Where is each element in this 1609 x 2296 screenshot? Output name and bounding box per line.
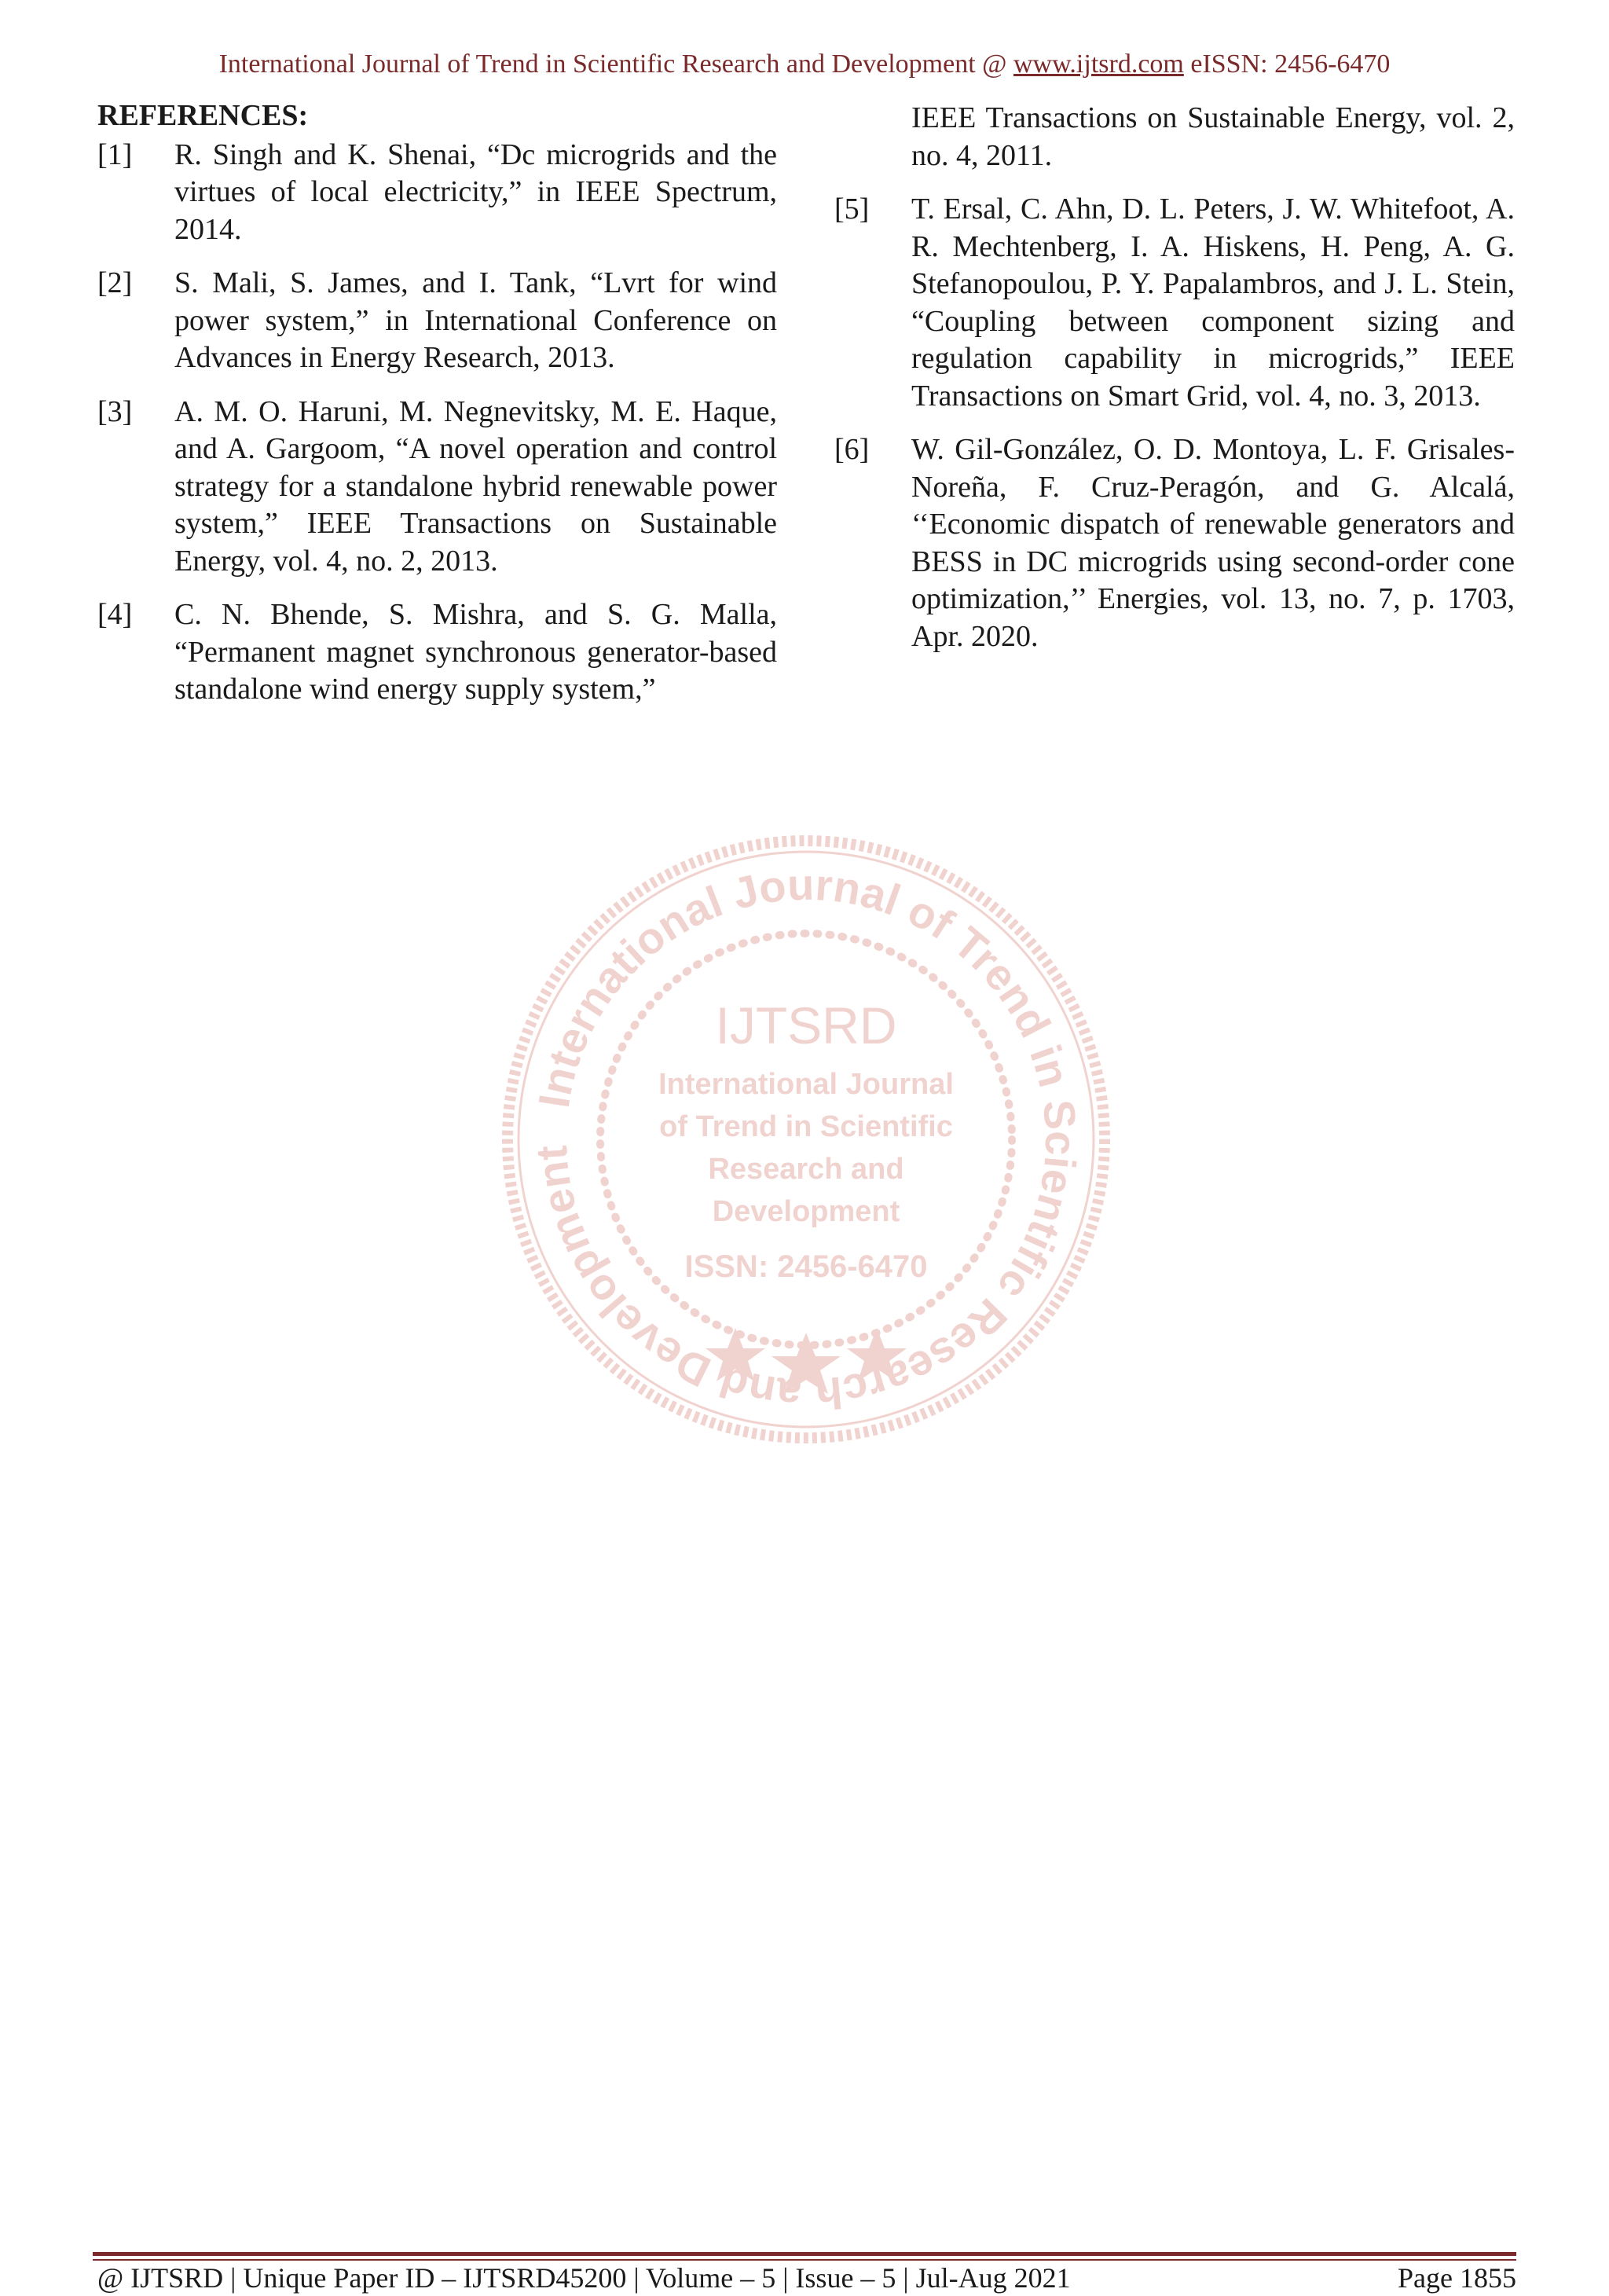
references-heading: REFERENCES: xyxy=(97,99,309,132)
seal-abbrev: IJTSRD xyxy=(715,996,897,1054)
journal-name: International Journal of Trend in Scientific Research and Development @ xyxy=(218,50,1007,79)
reference-number: [2] xyxy=(97,266,133,299)
reference-text: S. Mali, S. James, and I. Tank, “Lvrt for wind power system,” in International Conference on Advances in Energy Research, 2013. xyxy=(174,266,777,374)
footer-rule xyxy=(93,2252,1516,2256)
reference-text: A. M. O. Haruni, M. Negnevitsky, M. E. Haque, and A. Gargoom, “A novel operation and control strategy for a standalone hybrid renewable power system,” IEEE Transactions on Sustainable Energy, vol. 4, no. 2, 2013. xyxy=(174,394,777,578)
footer-info: @ IJTSRD | Unique Paper ID – IJTSRD45200 | Volume – 5 | Issue – 5 | Jul-Aug 2021 xyxy=(97,2262,1071,2294)
reference-number: [5] xyxy=(834,193,870,226)
reference-continuation: IEEE Transactions on Sustainable Energy, vol. 2, no. 4, 2011. xyxy=(911,101,1515,172)
reference-item xyxy=(97,596,777,709)
reference-text: R. Singh and K. Shenai, “Dc microgrids and the virtues of local electricity,” in IEEE Spectrum, 2014. xyxy=(174,138,777,246)
seal-issn: ISSN: 2456-6470 xyxy=(684,1249,928,1284)
page-number: Page 1855 xyxy=(1398,2262,1516,2294)
references-right-column xyxy=(834,100,1515,672)
reference-number: [1] xyxy=(97,138,133,171)
reference-number: [6] xyxy=(834,433,870,466)
reference-text: T. Ersal, C. Ahn, D. L. Peters, J. W. Whitefoot, A. R. Mechtenberg, I. A. Hiskens, H. Peng, A. G. Stefanopoulou, P. Y. Papalambros, and J. L. Stein, “Coupling between component sizing and regulation capability in microgrids,” IEEE Transactions on Smart Grid, vol. 4, no. 3, 2013. xyxy=(911,193,1515,413)
running-header xyxy=(0,47,1609,82)
eissn: eISSN: 2456-6470 xyxy=(1190,50,1391,79)
running-footer xyxy=(97,2260,1516,2296)
reference-item xyxy=(97,265,777,377)
reference-item xyxy=(834,431,1515,655)
reference-text: C. N. Bhende, S. Mishra, and S. G. Malla, “Permanent magnet synchronous generator-based standalone wind energy supply system,” xyxy=(174,598,777,706)
seal-line-1: International Journal xyxy=(658,1068,954,1101)
seal-line-4: Development xyxy=(712,1195,900,1228)
reference-item xyxy=(834,191,1515,415)
journal-url-link[interactable]: www.ijtsrd.com xyxy=(1013,50,1184,79)
seal-line-3: Research and xyxy=(708,1153,904,1186)
seal-line-2: of Trend in Scientific xyxy=(659,1110,953,1143)
seal-ring-text: International Journal of Trend in Scientific Research and Development xyxy=(526,859,1087,1420)
ijtsrd-seal-watermark xyxy=(500,833,1112,1446)
reference-item xyxy=(97,394,777,581)
reference-number: [4] xyxy=(97,598,133,631)
reference-number: [3] xyxy=(97,394,133,428)
reference-text: W. Gil-González, O. D. Montoya, L. F. Grisales-Noreña, F. Cruz-Peragón, and G. Alcalá, ‘‘Economic dispatch of renewable generators and BESS in DC microgrids using second-order cone optimization,’’ Energies, vol. 13, no. 7, p. 1703, Apr. 2020. xyxy=(911,433,1515,653)
references-left-column xyxy=(97,97,777,725)
reference-item xyxy=(97,137,777,249)
